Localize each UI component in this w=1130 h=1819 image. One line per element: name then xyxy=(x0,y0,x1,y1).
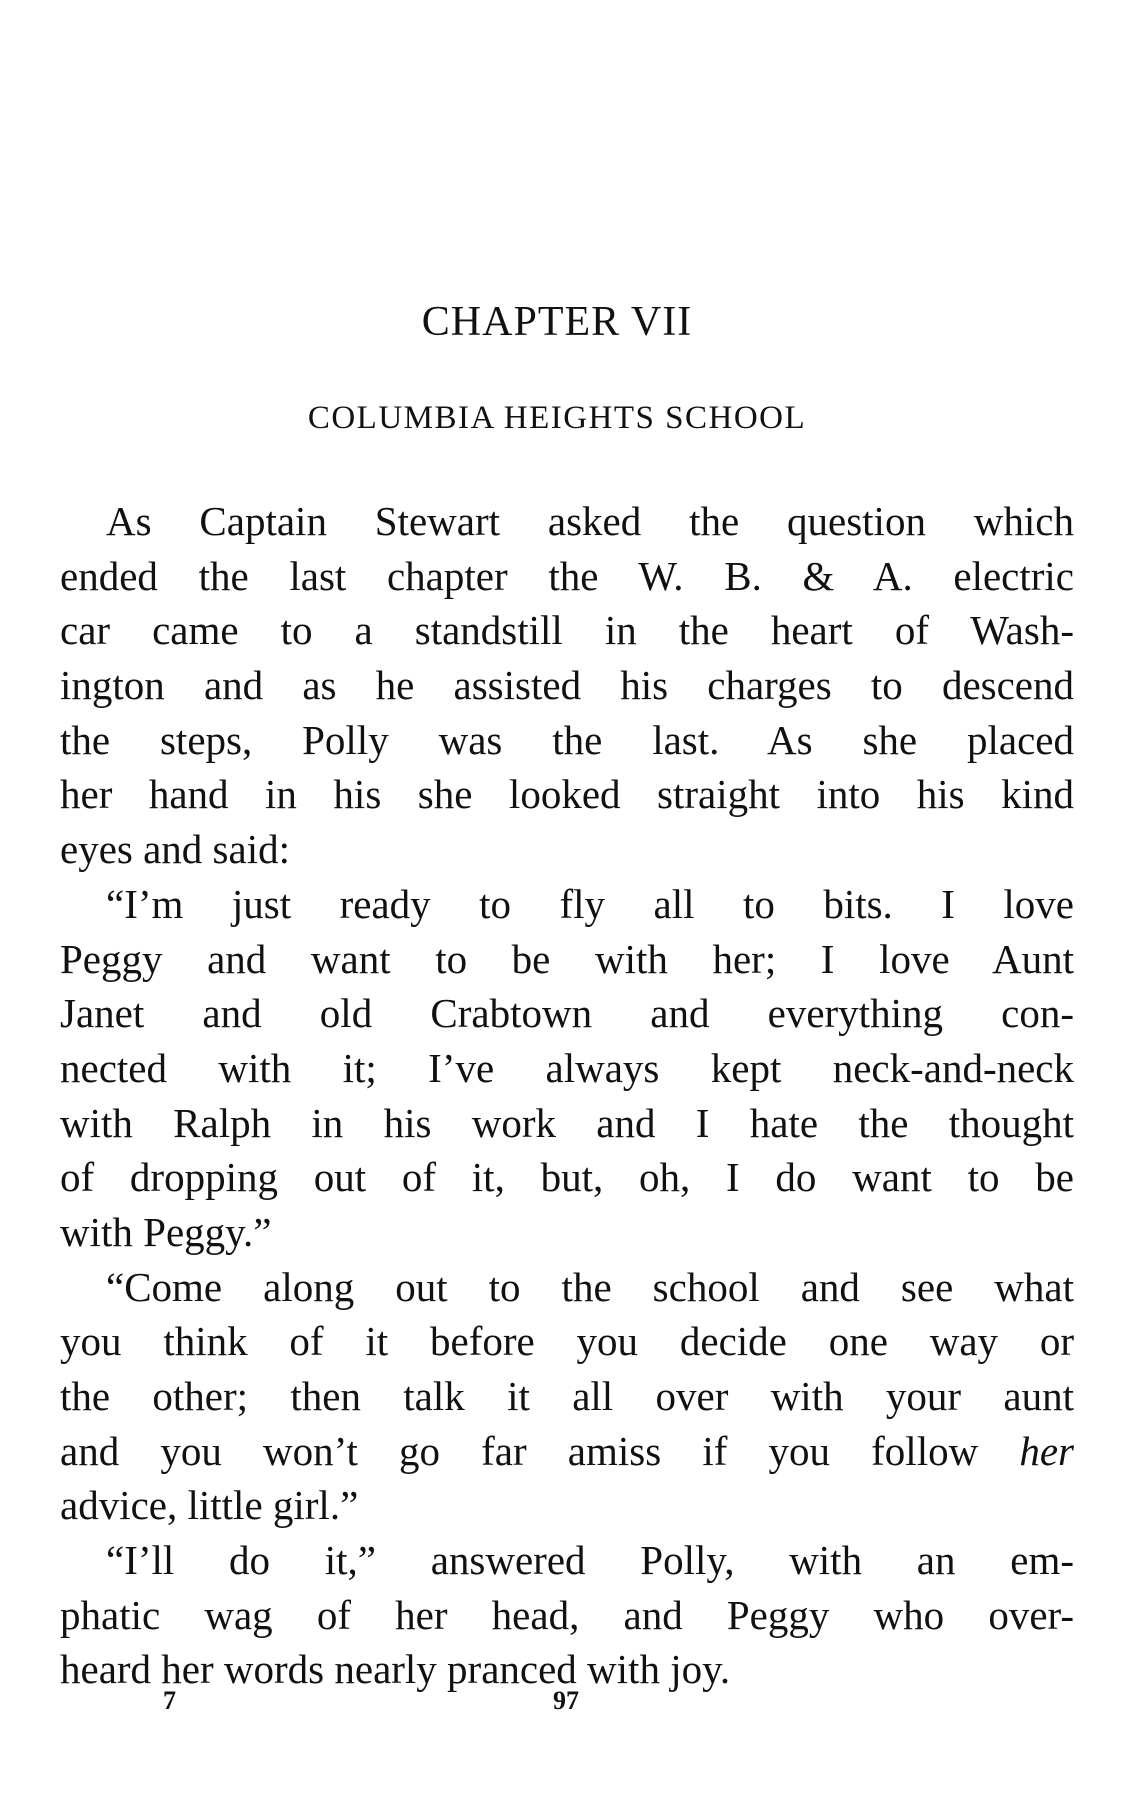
text-line: ended the last chapter the W. B. & A. electric xyxy=(60,552,1074,599)
text-line: “I’m just ready to fly all to bits. I love xyxy=(106,880,1074,927)
chapter-heading: CHAPTER VII xyxy=(421,299,693,345)
text-line: ington and as he assisted his charges to descend xyxy=(60,662,1074,709)
text-line: “I’ll do it,” answered Polly, with an em- xyxy=(106,1537,1074,1584)
text-line: Peggy and want to be with her; I love Aunt xyxy=(60,935,1074,982)
text-line xyxy=(60,1424,1074,1479)
text-line-start: and you won’t go far amiss if you follow xyxy=(60,1427,1020,1474)
text-line: the other; then talk it all over with your aunt xyxy=(60,1373,1074,1419)
signature-mark: 7 xyxy=(163,1686,176,1715)
text-line: phatic wag of her head, and Peggy who over- xyxy=(60,1591,1074,1638)
text-line: you think of it before you decide one way or xyxy=(60,1318,1074,1365)
text-line: with Ralph in his work and I hate the thought xyxy=(60,1099,1074,1146)
text-line: of dropping out of it, but, oh, I do want to be xyxy=(60,1154,1074,1201)
text-line: advice, little girl.” xyxy=(60,1482,359,1529)
text-line: “Come along out to the school and see what xyxy=(106,1263,1074,1310)
page-number: 97 xyxy=(553,1686,579,1715)
text-line: nected with it; I’ve always kept neck-and-neck xyxy=(60,1044,1074,1091)
text-line: the steps, Polly was the last. As she placed xyxy=(60,716,1074,763)
text-line: her hand in his she looked straight into his kind xyxy=(60,771,1074,818)
text-line: car came to a standstill in the heart of Wash- xyxy=(60,607,1074,654)
emphasis-text: her xyxy=(1019,1427,1074,1474)
text-line: eyes and said: xyxy=(60,826,290,873)
chapter-title: COLUMBIA HEIGHTS SCHOOL xyxy=(307,400,807,436)
text-line: with Peggy.” xyxy=(60,1208,272,1255)
text-line: Janet and old Crabtown and everything con- xyxy=(60,990,1074,1037)
text-line: As Captain Stewart asked the question which xyxy=(106,498,1074,544)
text-line: heard her words nearly pranced with joy. xyxy=(60,1646,731,1693)
body-text xyxy=(60,494,1074,1697)
